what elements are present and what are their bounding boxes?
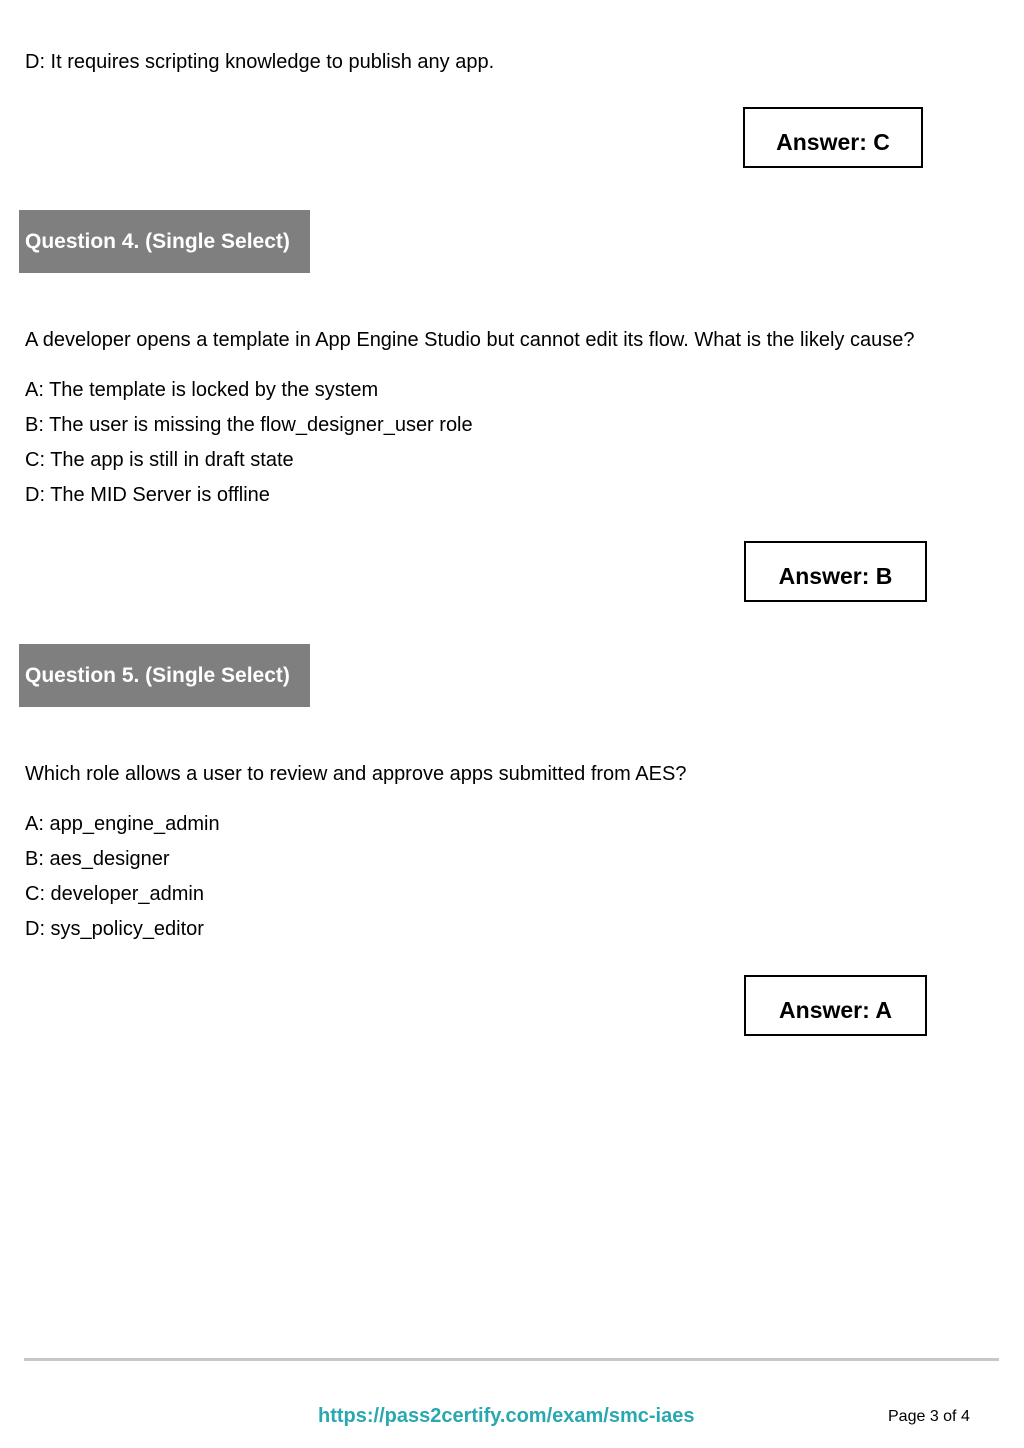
q3-answer-box: Answer: C	[743, 107, 923, 168]
footer-url-link[interactable]: https://pass2certify.com/exam/smc-iaes	[318, 1405, 695, 1427]
page-number: Page 3 of 4	[888, 1408, 970, 1425]
q4-option-d: D: The MID Server is offline	[25, 484, 270, 506]
q4-option-c: C: The app is still in draft state	[25, 449, 294, 471]
q4-question-text: A developer opens a template in App Engine Studio but cannot edit its flow. What is the likely cause?	[25, 329, 915, 351]
q5-option-a: A: app_engine_admin	[25, 813, 220, 835]
q5-option-c: C: developer_admin	[25, 883, 204, 905]
footer-divider	[24, 1358, 999, 1361]
q4-answer-box: Answer: B	[744, 541, 927, 602]
q5-option-d: D: sys_policy_editor	[25, 918, 204, 940]
q5-option-b: B: aes_designer	[25, 848, 170, 870]
q5-question-text: Which role allows a user to review and approve apps submitted from AES?	[25, 763, 687, 785]
q4-header: Question 4. (Single Select)	[19, 210, 310, 273]
q3-option-d: D: It requires scripting knowledge to publish any app.	[25, 51, 495, 73]
q5-header: Question 5. (Single Select)	[19, 644, 310, 707]
q4-option-a: A: The template is locked by the system	[25, 379, 379, 401]
q5-answer-box: Answer: A	[744, 975, 927, 1036]
q4-option-b: B: The user is missing the flow_designer_user role	[25, 414, 473, 436]
